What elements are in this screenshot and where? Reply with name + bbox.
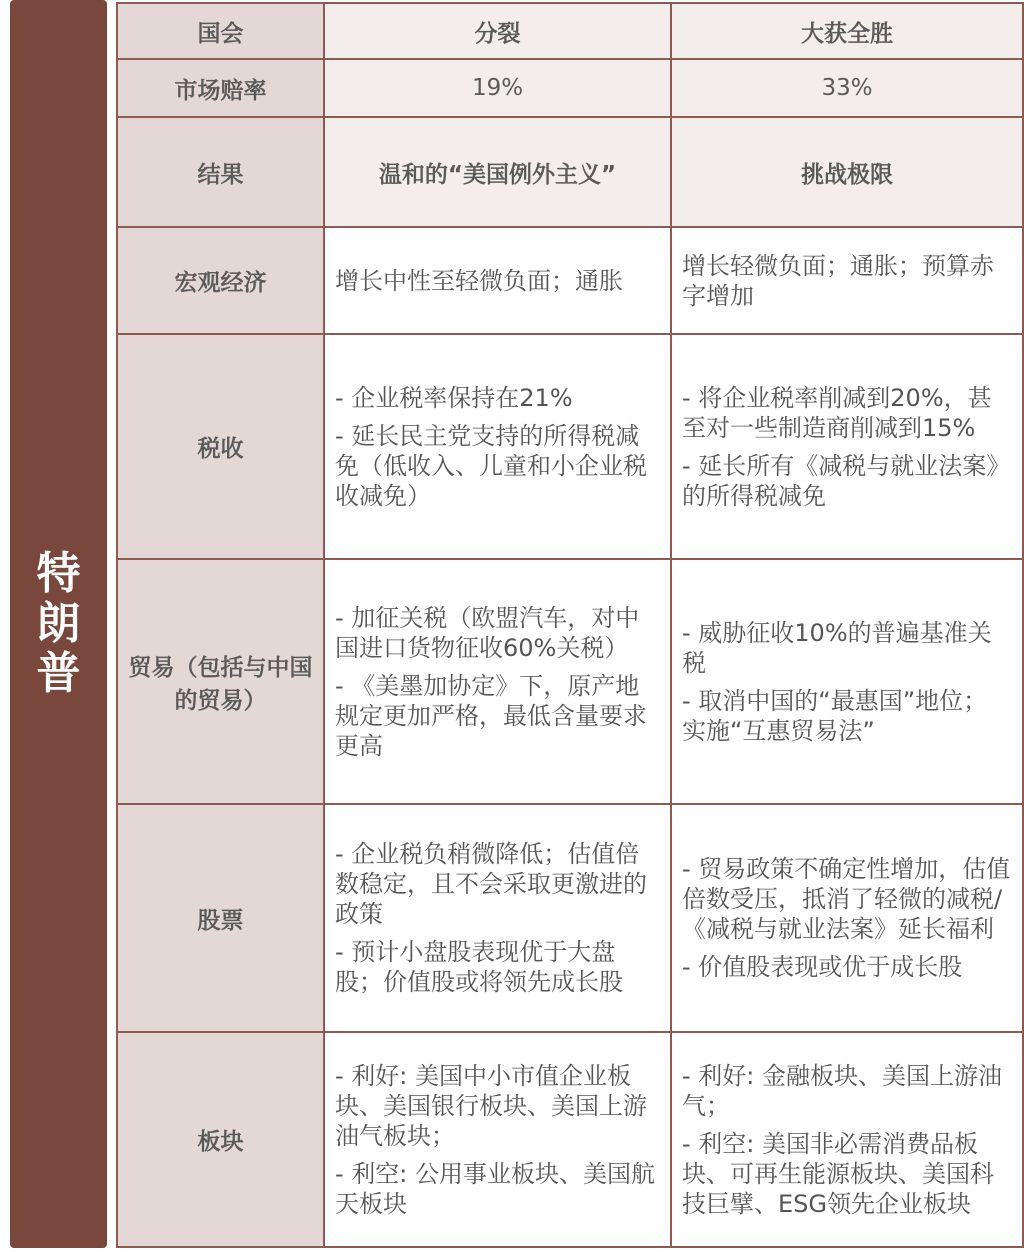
row-label: 结果 xyxy=(117,117,324,227)
cell-paragraph: - 将企业税率削减到20%，甚至对一些制造商削减到15% xyxy=(682,383,992,442)
comparison-table xyxy=(116,2,1024,1248)
table-cell xyxy=(671,804,1023,1032)
cell-paragraph: - 利空: 公用事业板块、美国航天板块 xyxy=(335,1159,656,1218)
row-label: 税收 xyxy=(117,334,324,559)
cell-paragraph: - 《美墨加协定》下，原产地规定更加严格，最低含量要求更高 xyxy=(335,671,647,760)
odds-value: 19% xyxy=(324,59,671,117)
table-cell xyxy=(671,227,1023,334)
odds-value: 33% xyxy=(671,59,1023,117)
table-row xyxy=(117,1032,1023,1247)
column-header-sweep: 大获全胜 xyxy=(671,3,1023,59)
cell-paragraph: - 贸易政策不确定性增加，估值倍数受压，抵消了轻微的减税/《减税与就业法案》延长福利 xyxy=(682,855,1011,943)
header-row xyxy=(117,3,1023,59)
cell-paragraph: 增长轻微负面；通胀；预算赤字增加 xyxy=(682,251,994,310)
table-cell xyxy=(324,804,671,1032)
row-label: 国会 xyxy=(117,3,324,59)
cell-paragraph: - 价值股表现或优于成长股 xyxy=(682,953,963,981)
table-row xyxy=(117,559,1023,804)
table-cell xyxy=(324,1032,671,1247)
sidebar-title: 特朗普 xyxy=(36,548,81,699)
table-row xyxy=(117,334,1023,559)
cell-paragraph: - 利好: 美国中小市值企业板块、美国银行板块、美国上游油气板块； xyxy=(335,1061,647,1150)
cell-paragraph: - 延长民主党支持的所得税减免（低收入、儿童和小企业税收减免） xyxy=(335,421,647,510)
result-value: 挑战极限 xyxy=(671,117,1023,227)
row-label: 贸易（包括与中国的贸易） xyxy=(117,559,324,804)
table-cell xyxy=(671,559,1023,804)
table-cell xyxy=(324,227,671,334)
odds-row xyxy=(117,59,1023,117)
table-cell xyxy=(671,334,1023,559)
cell-paragraph: - 企业税负稍微降低；估值倍数稳定，且不会采取更激进的政策 xyxy=(335,840,647,928)
cell-paragraph: - 威胁征收10%的普遍基准关税 xyxy=(682,618,992,677)
cell-paragraph: - 取消中国的“最惠国”地位； 实施“互惠贸易法” xyxy=(682,686,988,745)
result-value: 温和的“美国例外主义” xyxy=(324,117,671,227)
result-row xyxy=(117,117,1023,227)
row-label: 股票 xyxy=(117,804,324,1032)
row-label: 市场赔率 xyxy=(117,59,324,117)
sidebar-title-bar xyxy=(10,0,107,1248)
row-label: 宏观经济 xyxy=(117,227,324,334)
row-label: 板块 xyxy=(117,1032,324,1247)
table-row xyxy=(117,227,1023,334)
table-cell xyxy=(671,1032,1023,1247)
table-cell xyxy=(324,334,671,559)
table-row xyxy=(117,804,1023,1032)
cell-paragraph: - 企业税率保持在21% xyxy=(335,383,573,412)
cell-paragraph: - 利好: 金融板块、美国上游油气； xyxy=(682,1061,1003,1120)
cell-paragraph: - 加征关税（欧盟汽车，对中国进口货物征收60%关税） xyxy=(335,603,640,662)
cell-paragraph: - 预计小盘股表现优于大盘股；价值股或将领先成长股 xyxy=(335,938,623,996)
column-header-split: 分裂 xyxy=(324,3,671,59)
cell-paragraph: - 利空: 美国非必需消费品板块、可再生能源板块、美国科技巨擘、ESG领先企业板块 xyxy=(682,1129,994,1218)
cell-paragraph: - 延长所有《减税与就业法案》的所得税减免 xyxy=(682,451,1011,510)
cell-paragraph: 增长中性至轻微负面；通胀 xyxy=(335,266,623,295)
table-cell xyxy=(324,559,671,804)
